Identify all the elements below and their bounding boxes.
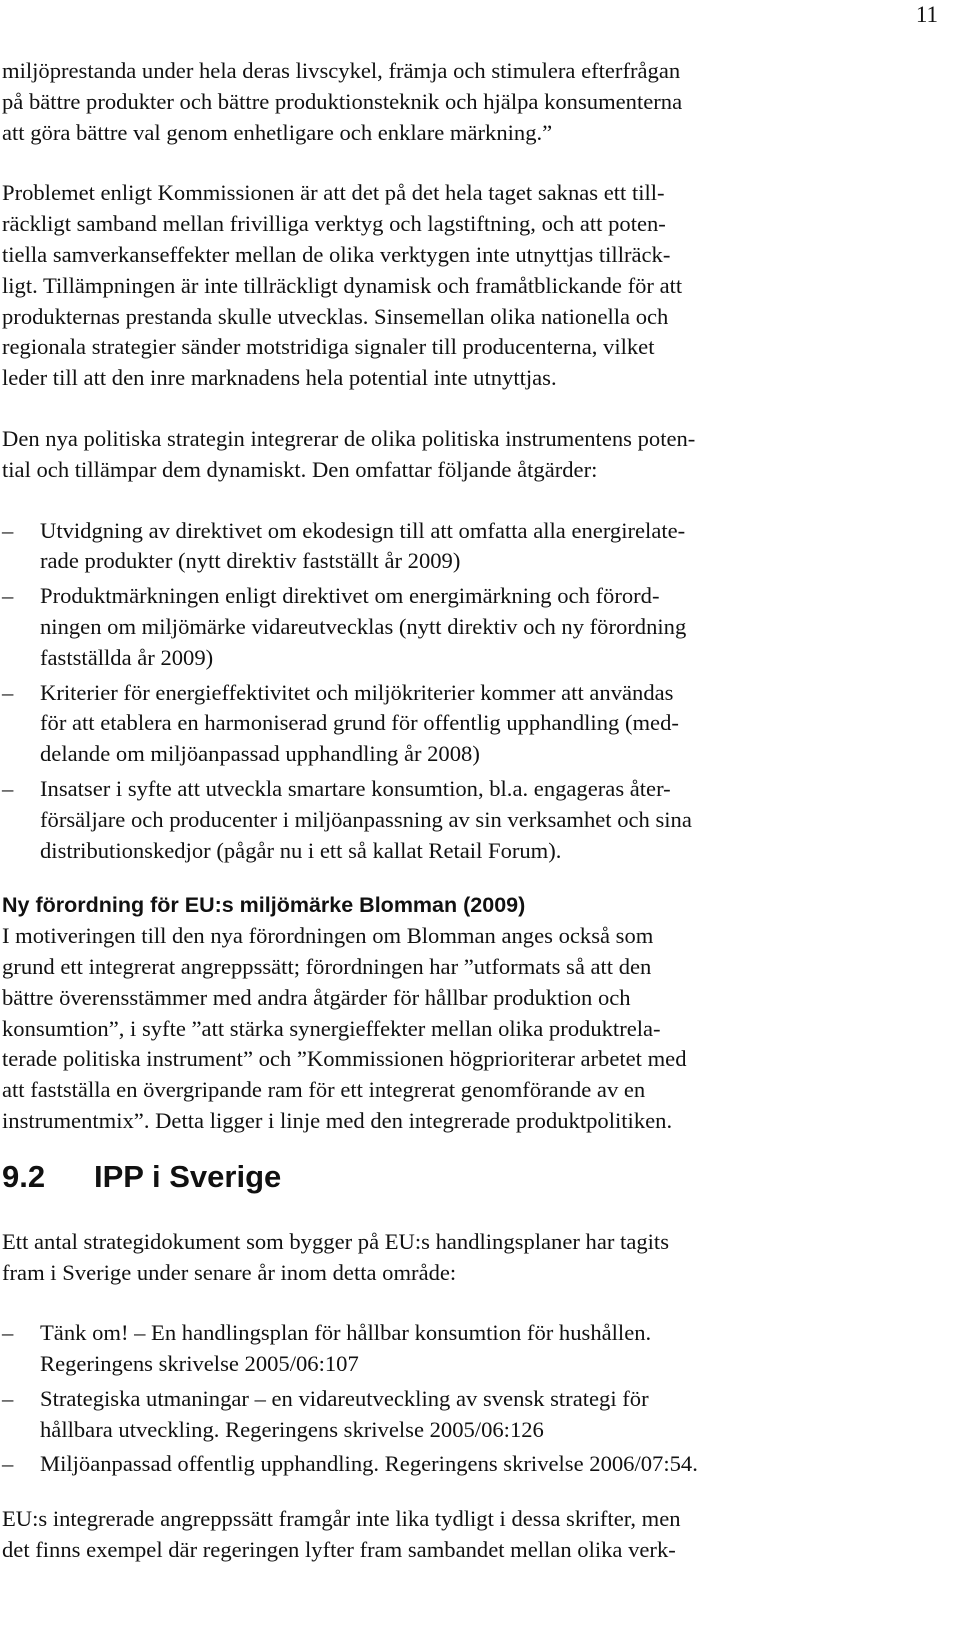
text-line: Den nya politiska strategin integrerar de olika politiska instrumentens poten- (2, 425, 696, 451)
list-item (2, 1449, 832, 1480)
quote-continuation-paragraph (2, 56, 832, 148)
text-line: distributionskedjor (pågår nu i ett så kallat Retail Forum). (40, 837, 562, 863)
text-line: delande om miljöanpassad upphandling år 2008) (40, 741, 480, 767)
list-item (2, 581, 832, 673)
text-line: bättre överensstämmer med andra åtgärder för hållbar produktion och (2, 984, 631, 1010)
text-line: tial och tillämpar dem dynamiskt. Den omfattar följande åtgärder: (2, 456, 598, 482)
dash-bullet-icon: – (2, 1451, 14, 1477)
section-title: IPP i Sverige (94, 1158, 282, 1194)
text-line: terade politiska instrument” och ”Kommissionen högprioriterar arbetet med (2, 1046, 687, 1072)
text-line: på bättre produkter och bättre produktionsteknik och hjälpa konsumenterna (2, 88, 683, 114)
list-item (2, 1318, 832, 1380)
dash-bullet-icon: – (2, 679, 14, 705)
text-line: det finns exempel där regeringen lyfter fram sambandet mellan olika verk- (2, 1537, 676, 1563)
text-line: Tänk om! – En handlingsplan för hållbar konsumtion för hushållen. (40, 1320, 652, 1346)
subheading: Ny förordning för EU:s miljömärke Blomman (2009) (2, 893, 526, 918)
text-line: Insatser i syfte att utveckla smartare konsumtion, bl.a. engageras åter- (40, 775, 671, 801)
page-body (2, 56, 832, 1566)
text-line: att fastställa en övergripande ram för ett integrerat genomförande av en (2, 1077, 646, 1103)
text-line: Produktmärkningen enligt direktivet om energimärkning och förord- (40, 583, 660, 609)
text-line: Problemet enligt Kommissionen är att det på det hela taget saknas ett till- (2, 180, 665, 206)
text-line: ligt. Tillämpningen är inte tillräckligt dynamisk och framåtblickande för att (2, 272, 683, 298)
text-line: Ett antal strategidokument som bygger på EU:s handlingsplaner har tagits (2, 1228, 669, 1254)
text-line: produkternas prestanda skulle utvecklas. Sinsemellan olika nationella och (2, 303, 669, 329)
text-line: rade produkter (nytt direktiv fastställt år 2009) (40, 548, 461, 574)
text-line: räckligt samband mellan frivilliga verktyg och lagstiftning, och att poten- (2, 211, 666, 237)
section-number: 9.2 (2, 1158, 46, 1194)
list-item (2, 1384, 832, 1446)
problem-paragraph (2, 178, 832, 394)
blomman-paragraph (2, 921, 832, 1137)
dash-bullet-icon: – (2, 583, 14, 609)
dash-bullet-icon: – (2, 517, 14, 543)
text-line: ningen om miljömärke vidareutvecklas (nytt direktiv och ny förordning (40, 613, 687, 639)
text-line: instrumentmix”. Detta ligger i linje med den integrerade produktpolitiken. (2, 1107, 673, 1133)
list-item (2, 516, 832, 578)
measures-list (2, 516, 832, 867)
text-line: Miljöanpassad offentlig upphandling. Regeringens skrivelse 2006/07:54. (40, 1451, 698, 1477)
text-line: Utvidgning av direktivet om ekodesign till att omfatta alla energirelate- (40, 517, 686, 543)
closing-paragraph (2, 1504, 832, 1566)
text-line: Regeringens skrivelse 2005/06:107 (40, 1351, 359, 1377)
documents-list (2, 1318, 832, 1480)
text-line: leder till att den inre marknadens hela potential inte utnyttjas. (2, 365, 557, 391)
strategy-paragraph (2, 424, 832, 486)
dash-bullet-icon: – (2, 1385, 14, 1411)
text-line: hållbara utveckling. Regeringens skrivelse 2005/06:126 (40, 1416, 544, 1442)
text-line: försäljare och producenter i miljöanpassning av sin verksamhet och sina (40, 806, 692, 832)
text-line: I motiveringen till den nya förordningen om Blomman anges också som (2, 923, 654, 949)
text-line: att göra bättre val genom enhetligare och enklare märkning.” (2, 119, 553, 145)
text-line: fram i Sverige under senare år inom detta område: (2, 1259, 457, 1285)
text-line: EU:s integrerade angreppssätt framgår inte lika tydligt i dessa skrifter, men (2, 1506, 681, 1532)
dash-bullet-icon: – (2, 1320, 14, 1346)
sweden-intro-paragraph (2, 1227, 832, 1289)
text-line: fastställda år 2009) (40, 644, 214, 670)
text-line: konsumtion”, i syfte ”att stärka synergieffekter mellan olika produktrela- (2, 1015, 661, 1041)
text-line: miljöprestanda under hela deras livscykel, främja och stimulera efterfrågan (2, 58, 681, 83)
section-heading (2, 1157, 832, 1197)
text-line: grund ett integrerat angreppssätt; förordningen har ”utformats så att den (2, 953, 652, 979)
text-line: Kriterier för energieffektivitet och miljökriterier kommer att användas (40, 679, 674, 705)
text-line: regionala strategier sänder motstridiga signaler till producenterna, vilket (2, 334, 655, 360)
text-line: för att etablera en harmoniserad grund för offentlig upphandling (med- (40, 710, 679, 736)
list-item (2, 678, 832, 770)
text-line: tiella samverkanseffekter mellan de olika verktygen inte utnyttjas tillräck- (2, 241, 671, 267)
list-item (2, 774, 832, 866)
page-number: 11 (915, 2, 938, 27)
dash-bullet-icon: – (2, 775, 14, 801)
text-line: Strategiska utmaningar – en vidareutveckling av svensk strategi för (40, 1385, 649, 1411)
